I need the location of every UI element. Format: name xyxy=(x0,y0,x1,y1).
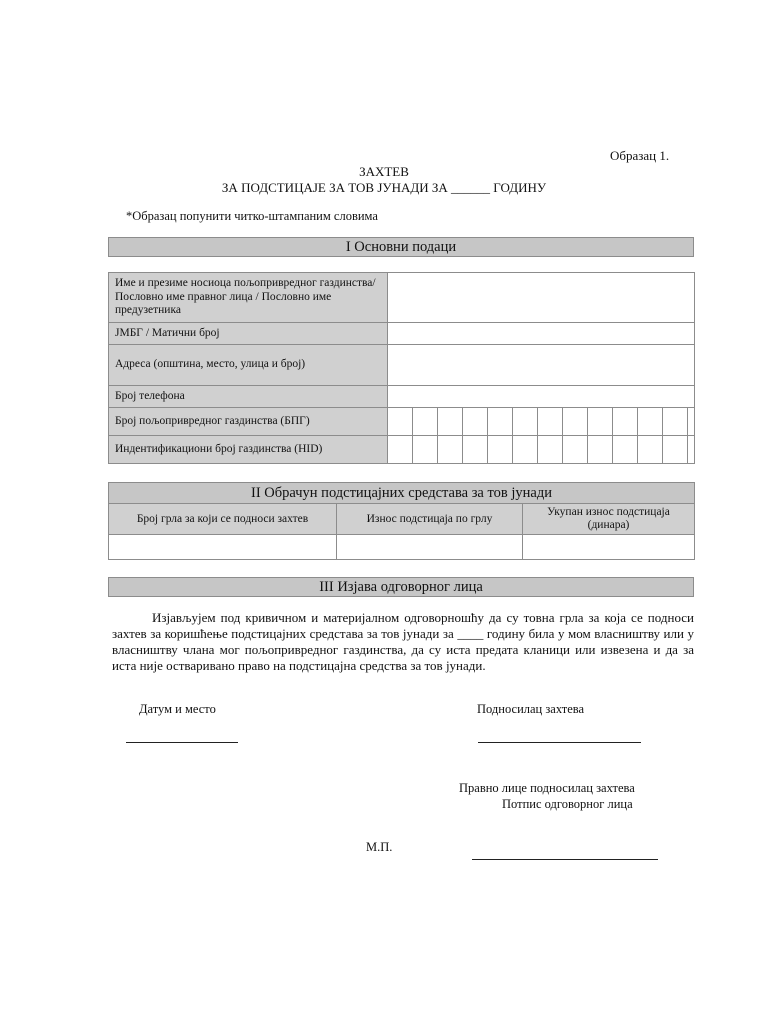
basic-data-table xyxy=(108,272,695,464)
date-place-line[interactable] xyxy=(126,742,238,743)
bpg-digit-cell[interactable] xyxy=(488,408,513,436)
responsible-signature-line[interactable] xyxy=(472,859,658,860)
table-row xyxy=(109,345,695,386)
hid-digit-cell[interactable] xyxy=(488,436,513,464)
section-statement-title: III Изјава одговорног лица xyxy=(108,577,694,597)
holder-name-field[interactable] xyxy=(388,273,695,323)
hid-digit-cell[interactable] xyxy=(538,436,563,464)
bpg-digit-cell[interactable] xyxy=(663,408,688,436)
hid-digit-cell[interactable] xyxy=(388,436,413,464)
bpg-digit-cell[interactable] xyxy=(588,408,613,436)
bpg-digit-cell[interactable] xyxy=(563,408,588,436)
table-row xyxy=(109,408,695,436)
legal-entity-label: Правно лице подносилац захтева xyxy=(459,781,635,795)
applicant-label: Подносилац захтева xyxy=(477,702,585,716)
table-row xyxy=(109,323,695,345)
address-field[interactable] xyxy=(388,345,695,386)
bpg-label: Број пољопривредног газдинства (БПГ) xyxy=(109,408,388,436)
bpg-digit-cell[interactable] xyxy=(388,408,413,436)
hid-digit-cell[interactable] xyxy=(588,436,613,464)
bpg-digit-cell[interactable] xyxy=(613,408,638,436)
hid-digit-cell[interactable] xyxy=(638,436,663,464)
bpg-digit-cell[interactable] xyxy=(638,408,663,436)
form-subtitle: ЗА ПОДСТИЦАЈЕ ЗА ТОВ ЈУНАДИ ЗА ______ ГОДИНУ xyxy=(221,180,547,195)
table-row xyxy=(109,504,695,535)
address-label: Адреса (општина, место, улица и број) xyxy=(109,345,388,386)
form-number: Образац 1. xyxy=(610,148,670,163)
date-place-label: Датум и место xyxy=(139,702,216,716)
bpg-digit-cell[interactable] xyxy=(538,408,563,436)
jmbg-field[interactable] xyxy=(388,323,695,345)
bpg-digit-cell[interactable] xyxy=(463,408,488,436)
column-total-amount: Укупан износ подстицаја (динара) xyxy=(523,504,695,535)
head-count-field[interactable] xyxy=(109,535,337,560)
amount-per-head-field[interactable] xyxy=(337,535,523,560)
subsidy-calculation-table xyxy=(108,482,695,560)
hid-digit-cell[interactable] xyxy=(438,436,463,464)
section-calculation-title: II Обрачун подстицајних средстава за тов јунади xyxy=(109,483,695,504)
section-basic-data-title: I Основни подаци xyxy=(108,237,694,257)
table-row xyxy=(109,436,695,464)
stamp-label: М.П. xyxy=(366,840,393,854)
bpg-digit-cell[interactable] xyxy=(513,408,538,436)
bpg-digit-cell[interactable] xyxy=(413,408,438,436)
hid-digit-cell[interactable] xyxy=(663,436,688,464)
phone-field[interactable] xyxy=(388,386,695,408)
total-amount-field[interactable] xyxy=(523,535,695,560)
column-head-count: Број грла за који се подноси захтев xyxy=(109,504,337,535)
column-amount-per-head: Износ подстицаја по грлу xyxy=(337,504,523,535)
hid-digit-cell[interactable] xyxy=(463,436,488,464)
bpg-digit-cell[interactable] xyxy=(438,408,463,436)
table-row xyxy=(109,386,695,408)
phone-label: Број телефона xyxy=(109,386,388,408)
hid-digit-cell[interactable] xyxy=(563,436,588,464)
holder-name-label: Име и презиме носиоца пољопривредног газдинства/ Пословно име правног лица / Пословно име предузетника xyxy=(109,273,388,323)
hid-digit-cell[interactable] xyxy=(688,436,695,464)
hid-digit-cell[interactable] xyxy=(613,436,638,464)
fill-instruction-note: *Образац попунити читко-штампаним словима xyxy=(126,209,378,223)
jmbg-label: ЈМБГ / Матични број xyxy=(109,323,388,345)
form-title: ЗАХТЕВ xyxy=(359,164,409,179)
hid-digit-cell[interactable] xyxy=(413,436,438,464)
hid-digit-cell[interactable] xyxy=(513,436,538,464)
declaration-text: Изјављујем под кривичном и материјалном одговорношћу да су товна грла за која се подноси захтев за коришћење подстицајних средстава за тов јунади за ____ годину била у мом власништву или у власништву члана мог пољопривредног газдинства, да су иста предата кланици или извезена и да за иста није остваривано право на подстицајна средства за тов јунади. xyxy=(112,610,694,673)
table-row xyxy=(109,483,695,504)
applicant-signature-line[interactable] xyxy=(478,742,641,743)
hid-label: Индентификациони број газдинства (HID) xyxy=(109,436,388,464)
table-row xyxy=(109,535,695,560)
responsible-signature-label: Потпис одговорног лица xyxy=(502,797,633,811)
table-row xyxy=(109,273,695,323)
bpg-digit-cell[interactable] xyxy=(688,408,695,436)
